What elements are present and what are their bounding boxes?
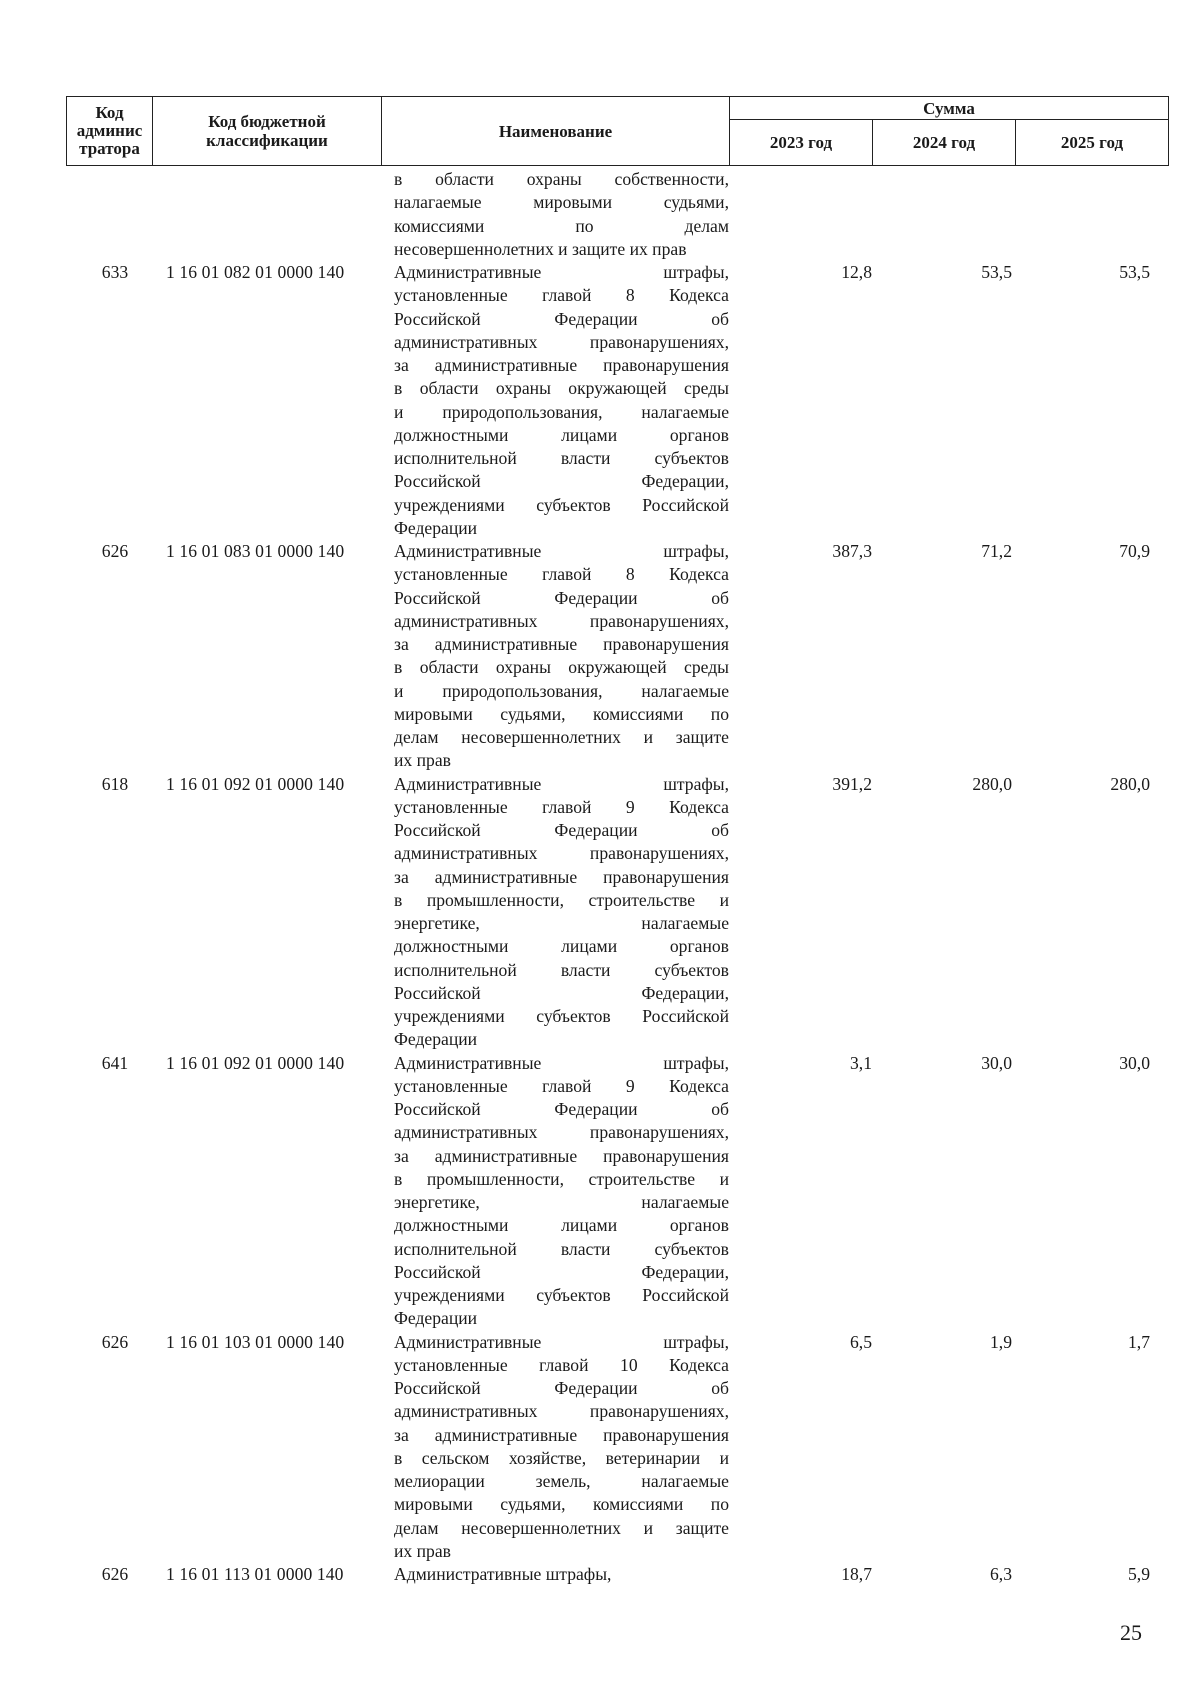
name-line: учреждениями субъектов Российской <box>394 494 729 515</box>
name-line: административных правонарушениях, <box>394 610 729 631</box>
name-line: Административные штрафы, <box>394 773 729 794</box>
name-line: Административные штрафы, <box>394 262 729 282</box>
name-line: комиссиями по делам <box>394 215 729 236</box>
name-line: установленные главой 9 Кодекса <box>394 796 729 817</box>
name-cell <box>394 540 729 773</box>
value-2024-cell: 6,3 <box>990 1564 1012 1584</box>
admin-code-cell: 633 <box>101 262 129 282</box>
name-line: учреждениями субъектов Российской <box>394 1006 729 1026</box>
name-line: установленные главой 9 Кодекса <box>394 1075 729 1096</box>
name-line: мировыми судьями, комиссиями по <box>394 703 729 724</box>
table-row <box>0 1331 1200 1564</box>
name-line: в сельском хозяйстве, ветеринарии и <box>394 1447 729 1468</box>
name-line: Административные штрафы, <box>394 1052 729 1073</box>
name-line: Федерации <box>394 1029 478 1050</box>
name-line: за административные правонарушения <box>394 866 729 887</box>
name-cell <box>394 773 729 1052</box>
name-line: административных правонарушениях, <box>394 1401 729 1422</box>
table-body <box>0 168 1200 1586</box>
table-header <box>66 96 1169 166</box>
table-row <box>0 773 1200 1052</box>
name-line: их прав <box>394 750 451 771</box>
name-line: энергетике, налагаемые <box>394 913 729 933</box>
name-line: Федерации <box>394 1308 478 1329</box>
name-line: Российской Федерации, <box>394 982 729 1003</box>
page-number: 25 <box>1120 1620 1142 1645</box>
name-cell <box>394 1563 729 1586</box>
continuation-name <box>394 168 729 261</box>
header-year-2025: 2025 год <box>1016 120 1169 166</box>
name-line: делам несовершеннолетних и защите <box>394 1517 729 1538</box>
name-cell <box>394 261 729 540</box>
name-line: мелиорации земель, налагаемые <box>394 1471 729 1491</box>
value-2023-cell: 391,2 <box>832 773 872 794</box>
name-line: Российской Федерации об <box>394 1099 729 1119</box>
name-line: Российской Федерации об <box>394 308 729 329</box>
value-2025-cell: 30,0 <box>1119 1052 1150 1073</box>
kbk-code-cell: 1 16 01 092 01 0000 140 <box>166 1052 345 1073</box>
value-2024-cell: 53,5 <box>981 262 1012 282</box>
name-line: налагаемые мировыми судьями, <box>394 192 729 213</box>
name-line: должностными лицами органов <box>394 1215 729 1236</box>
name-line: административных правонарушениях, <box>394 331 729 352</box>
value-2024-cell: 30,0 <box>981 1052 1012 1073</box>
admin-code-cell: 626 <box>101 541 129 561</box>
name-line: установленные главой 8 Кодекса <box>394 285 729 306</box>
continuation-row <box>0 168 1200 261</box>
name-line: исполнительной власти субъектов <box>394 448 729 468</box>
table-row <box>0 1563 1200 1586</box>
header-year-2023: 2023 год <box>730 120 873 166</box>
name-line: должностными лицами органов <box>394 936 729 957</box>
name-line: исполнительной власти субъектов <box>394 959 729 980</box>
name-line: несовершеннолетних и защите их прав <box>394 238 687 259</box>
name-line: должностными лицами органов <box>394 424 729 445</box>
name-line: Российской Федерации об <box>394 820 729 840</box>
name-line: их прав <box>394 1540 451 1561</box>
value-2024-cell: 1,9 <box>990 1331 1012 1352</box>
value-2025-cell: 53,5 <box>1119 262 1150 282</box>
value-2024-cell: 71,2 <box>981 541 1012 561</box>
table-row <box>0 540 1200 773</box>
name-line: Административные штрафы, <box>394 1331 729 1352</box>
kbk-code-cell: 1 16 01 083 01 0000 140 <box>166 541 345 561</box>
kbk-code-cell: 1 16 01 103 01 0000 140 <box>166 1331 345 1352</box>
name-line: Федерации <box>394 517 478 538</box>
name-line: Российской Федерации, <box>394 471 729 492</box>
header-name: Наименование <box>382 97 730 166</box>
table-row <box>0 261 1200 540</box>
name-line: административных правонарушениях, <box>394 1122 729 1143</box>
table-row <box>0 1052 1200 1331</box>
name-line: энергетике, налагаемые <box>394 1192 729 1212</box>
value-2023-cell: 3,1 <box>850 1052 872 1073</box>
name-line: в промышленности, строительстве и <box>394 1168 729 1189</box>
name-cell <box>394 1331 729 1564</box>
header-year-2024: 2024 год <box>873 120 1016 166</box>
kbk-code-cell: 1 16 01 092 01 0000 140 <box>166 773 345 794</box>
name-line: Российской Федерации об <box>394 1378 729 1398</box>
kbk-code-cell: 1 16 01 082 01 0000 140 <box>166 262 345 282</box>
name-line: делам несовершеннолетних и защите <box>394 727 729 747</box>
admin-code-cell: 641 <box>101 1052 129 1073</box>
value-2025-cell: 1,7 <box>1128 1331 1150 1352</box>
value-2023-cell: 12,8 <box>841 262 872 282</box>
name-line: Российской Федерации об <box>394 587 729 608</box>
name-line: за административные правонарушения <box>394 1424 729 1445</box>
name-line: и природопользования, налагаемые <box>394 401 729 422</box>
name-line: мировыми судьями, комиссиями по <box>394 1494 729 1515</box>
name-line: в области охраны окружающей среды <box>394 657 729 678</box>
name-line: Российской Федерации, <box>394 1261 729 1282</box>
name-line: за административные правонарушения <box>394 355 729 375</box>
name-line: исполнительной власти субъектов <box>394 1238 729 1259</box>
value-2023-cell: 387,3 <box>832 541 872 561</box>
value-2025-cell: 5,9 <box>1128 1564 1150 1584</box>
name-line: в области охраны собственности, <box>394 169 729 189</box>
admin-code-cell: 626 <box>101 1331 129 1352</box>
name-line: Административные штрафы, <box>394 1564 612 1584</box>
value-2023-cell: 18,7 <box>841 1564 872 1584</box>
name-line: и природопользования, налагаемые <box>394 680 729 701</box>
name-line: в области охраны окружающей среды <box>394 378 729 399</box>
admin-code-cell: 626 <box>101 1564 129 1584</box>
name-line: за административные правонарушения <box>394 634 729 654</box>
name-cell <box>394 1052 729 1331</box>
name-line: за административные правонарушения <box>394 1145 729 1166</box>
name-line: учреждениями субъектов Российской <box>394 1285 729 1305</box>
value-2025-cell: 280,0 <box>1110 773 1150 794</box>
name-line: в промышленности, строительстве и <box>394 889 729 910</box>
table-rows <box>0 261 1200 1586</box>
admin-code-cell: 618 <box>101 773 129 794</box>
name-line: установленные главой 10 Кодекса <box>394 1354 729 1375</box>
name-line: установленные главой 8 Кодекса <box>394 564 729 585</box>
header-sum: Сумма <box>730 97 1169 120</box>
name-line: Административные штрафы, <box>394 541 729 561</box>
value-2023-cell: 6,5 <box>850 1331 872 1352</box>
kbk-code-cell: 1 16 01 113 01 0000 140 <box>166 1564 344 1584</box>
name-line: административных правонарушениях, <box>394 843 729 864</box>
header-admin-code: Код админис тратора <box>67 97 153 166</box>
header-kbk-code: Код бюджетной классификации <box>153 97 382 166</box>
value-2024-cell: 280,0 <box>972 773 1012 794</box>
value-2025-cell: 70,9 <box>1119 541 1150 561</box>
